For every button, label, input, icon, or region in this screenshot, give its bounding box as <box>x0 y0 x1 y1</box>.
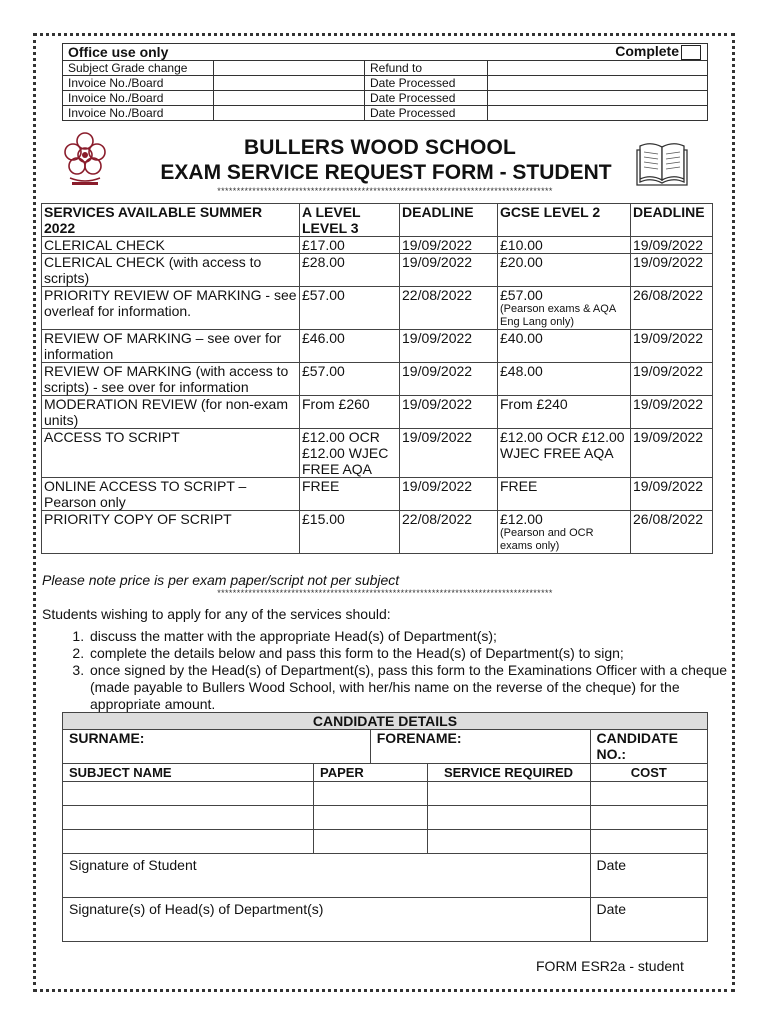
office-field[interactable] <box>488 61 708 76</box>
service-input[interactable] <box>427 782 590 806</box>
office-title: Office use only <box>68 44 169 60</box>
office-field[interactable] <box>214 61 365 76</box>
cost-input[interactable] <box>590 782 708 806</box>
gcse-deadline: 26/08/2022 <box>631 511 713 554</box>
paper-input[interactable] <box>314 830 428 854</box>
candidate-details-title: CANDIDATE DETAILS <box>63 713 708 730</box>
complete-checkbox[interactable] <box>681 45 701 60</box>
service-name: CLERICAL CHECK <box>42 237 300 254</box>
office-field[interactable] <box>214 76 365 91</box>
alevel-deadline: 19/09/2022 <box>400 396 498 429</box>
service-name: ONLINE ACCESS TO SCRIPT – Pearson only <box>42 478 300 511</box>
col-header-deadline: DEADLINE <box>400 204 498 237</box>
col-header-paper: PAPER <box>314 764 428 782</box>
alevel-deadline: 19/09/2022 <box>400 363 498 396</box>
table-row <box>42 287 713 330</box>
alevel-deadline: 19/09/2022 <box>400 254 498 287</box>
alevel-deadline: 22/08/2022 <box>400 287 498 330</box>
list-item: 1. discuss the matter with the appropriate Head(s) of Department(s); <box>88 628 748 645</box>
gcse-price: £40.00 <box>498 330 631 363</box>
gcse-price: £57.00 <box>500 287 543 303</box>
col-header-alevel: A LEVEL LEVEL 3 <box>300 204 400 237</box>
table-row <box>42 511 713 554</box>
cost-input[interactable] <box>590 830 708 854</box>
office-field[interactable] <box>488 76 708 91</box>
student-signature-field[interactable] <box>63 854 591 898</box>
gcse-deadline: 19/09/2022 <box>631 330 713 363</box>
office-cell: Invoice No./Board <box>63 91 214 106</box>
gcse-price: £10.00 <box>498 237 631 254</box>
table-row <box>42 429 713 478</box>
open-book-icon <box>636 138 688 186</box>
gcse-price: FREE <box>498 478 631 511</box>
paper-input[interactable] <box>314 782 428 806</box>
gcse-deadline: 19/09/2022 <box>631 429 713 478</box>
table-row <box>42 237 713 254</box>
office-field[interactable] <box>488 91 708 106</box>
service-name: PRIORITY COPY OF SCRIPT <box>42 511 300 554</box>
table-header-row <box>42 204 713 237</box>
alevel-price: £17.00 <box>300 237 400 254</box>
office-cell: Invoice No./Board <box>63 76 214 91</box>
gcse-note: (Pearson exams & AQA Eng Lang only) <box>500 303 616 328</box>
col-header-service: SERVICE REQUIRED <box>427 764 590 782</box>
gcse-cell <box>498 287 631 330</box>
col-header-gcse: GCSE LEVEL 2 <box>498 204 631 237</box>
col-header-services: SERVICES AVAILABLE SUMMER 2022 <box>42 204 300 237</box>
alevel-deadline: 19/09/2022 <box>400 237 498 254</box>
gcse-deadline: 19/09/2022 <box>631 254 713 287</box>
student-signature-label: Signature of Student <box>69 857 197 873</box>
subject-input[interactable] <box>63 782 314 806</box>
office-field[interactable] <box>214 106 365 121</box>
date-label: Date <box>596 857 627 873</box>
candidate-no-label: CANDIDATE NO.: <box>596 730 678 762</box>
col-header-deadline: DEADLINE <box>631 204 713 237</box>
gcse-price: £20.00 <box>498 254 631 287</box>
gcse-price: £12.00 OCR £12.00 WJEC FREE AQA <box>498 429 631 478</box>
alevel-price: From £260 <box>300 396 400 429</box>
office-cell: Date Processed <box>365 91 488 106</box>
date-label: Date <box>596 901 627 917</box>
table-row <box>42 254 713 287</box>
alevel-price: £57.00 <box>300 287 400 330</box>
gcse-deadline: 26/08/2022 <box>631 287 713 330</box>
form-reference: FORM ESR2a - student <box>536 958 684 974</box>
col-header-subject: SUBJECT NAME <box>63 764 314 782</box>
table-row <box>42 396 713 429</box>
service-name: PRIORITY REVIEW OF MARKING - see overleaf for information. <box>42 287 300 330</box>
surname-label: SURNAME: <box>69 730 145 746</box>
service-name: ACCESS TO SCRIPT <box>42 429 300 478</box>
forename-label: FORENAME: <box>376 730 462 746</box>
gcse-price: From £240 <box>498 396 631 429</box>
alevel-price: £15.00 <box>300 511 400 554</box>
office-cell: Date Processed <box>365 76 488 91</box>
alevel-price: £12.00 OCR £12.00 WJEC FREE AQA <box>300 429 400 478</box>
instructions-list <box>48 628 748 713</box>
price-note: Please note price is per exam paper/script not per subject <box>42 572 400 588</box>
list-item: 3. once signed by the Head(s) of Department(s), pass this form to the Examinations Officer with a cheque (made payable to Bullers Wood School, with her/his name on the reverse of the cheque) for the appropriate amount. <box>88 662 748 713</box>
gcse-deadline: 19/09/2022 <box>631 478 713 511</box>
office-cell: Invoice No./Board <box>63 106 214 121</box>
forename-field[interactable] <box>370 730 590 764</box>
hod-signature-field[interactable] <box>63 898 591 942</box>
gcse-cell <box>498 511 631 554</box>
service-name: CLERICAL CHECK (with access to scripts) <box>42 254 300 287</box>
gcse-price: £12.00 <box>500 511 543 527</box>
office-use-table <box>62 43 708 121</box>
gcse-note: (Pearson and OCR exams only) <box>500 527 594 552</box>
student-date-field[interactable] <box>590 854 708 898</box>
alevel-price: £46.00 <box>300 330 400 363</box>
form-title: EXAM SERVICE REQUEST FORM - STUDENT <box>160 161 612 184</box>
star-divider: ************************************************************************************** <box>217 588 553 598</box>
school-name: BULLERS WOOD SCHOOL <box>243 136 517 159</box>
alevel-price: £28.00 <box>300 254 400 287</box>
star-divider: ************************************************************************************** <box>217 186 553 196</box>
alevel-deadline: 19/09/2022 <box>400 429 498 478</box>
service-input[interactable] <box>427 830 590 854</box>
table-row <box>42 363 713 396</box>
gcse-deadline: 19/09/2022 <box>631 237 713 254</box>
gcse-deadline: 19/09/2022 <box>631 363 713 396</box>
candidate-no-field[interactable] <box>590 730 708 764</box>
gcse-deadline: 19/09/2022 <box>631 396 713 429</box>
hod-date-field[interactable] <box>590 898 708 942</box>
candidate-details-table <box>62 712 708 942</box>
instructions-intro: Students wishing to apply for any of the services should: <box>42 606 391 622</box>
alevel-price: FREE <box>300 478 400 511</box>
hod-signature-label: Signature(s) of Head(s) of Department(s) <box>69 901 324 917</box>
alevel-deadline: 19/09/2022 <box>400 478 498 511</box>
subject-input[interactable] <box>63 830 314 854</box>
service-name: REVIEW OF MARKING (with access to scripts) - see over for information <box>42 363 300 396</box>
list-item: 2. complete the details below and pass this form to the Head(s) of Department(s) to sign; <box>88 645 748 662</box>
table-row <box>42 478 713 511</box>
office-field[interactable] <box>488 106 708 121</box>
service-name: MODERATION REVIEW (for non-exam units) <box>42 396 300 429</box>
paper-input[interactable] <box>314 806 428 830</box>
office-cell: Date Processed <box>365 106 488 121</box>
gcse-price: £48.00 <box>498 363 631 396</box>
col-header-cost: COST <box>590 764 708 782</box>
office-cell: Refund to <box>365 61 488 76</box>
alevel-deadline: 19/09/2022 <box>400 330 498 363</box>
complete-label: Complete <box>615 43 679 59</box>
service-name: REVIEW OF MARKING – see over for information <box>42 330 300 363</box>
surname-field[interactable] <box>63 730 371 764</box>
subject-input[interactable] <box>63 806 314 830</box>
service-input[interactable] <box>427 806 590 830</box>
table-row <box>42 330 713 363</box>
office-cell: Subject Grade change <box>63 61 214 76</box>
cost-input[interactable] <box>590 806 708 830</box>
services-table <box>41 203 713 554</box>
alevel-price: £57.00 <box>300 363 400 396</box>
office-field[interactable] <box>214 91 365 106</box>
alevel-deadline: 22/08/2022 <box>400 511 498 554</box>
